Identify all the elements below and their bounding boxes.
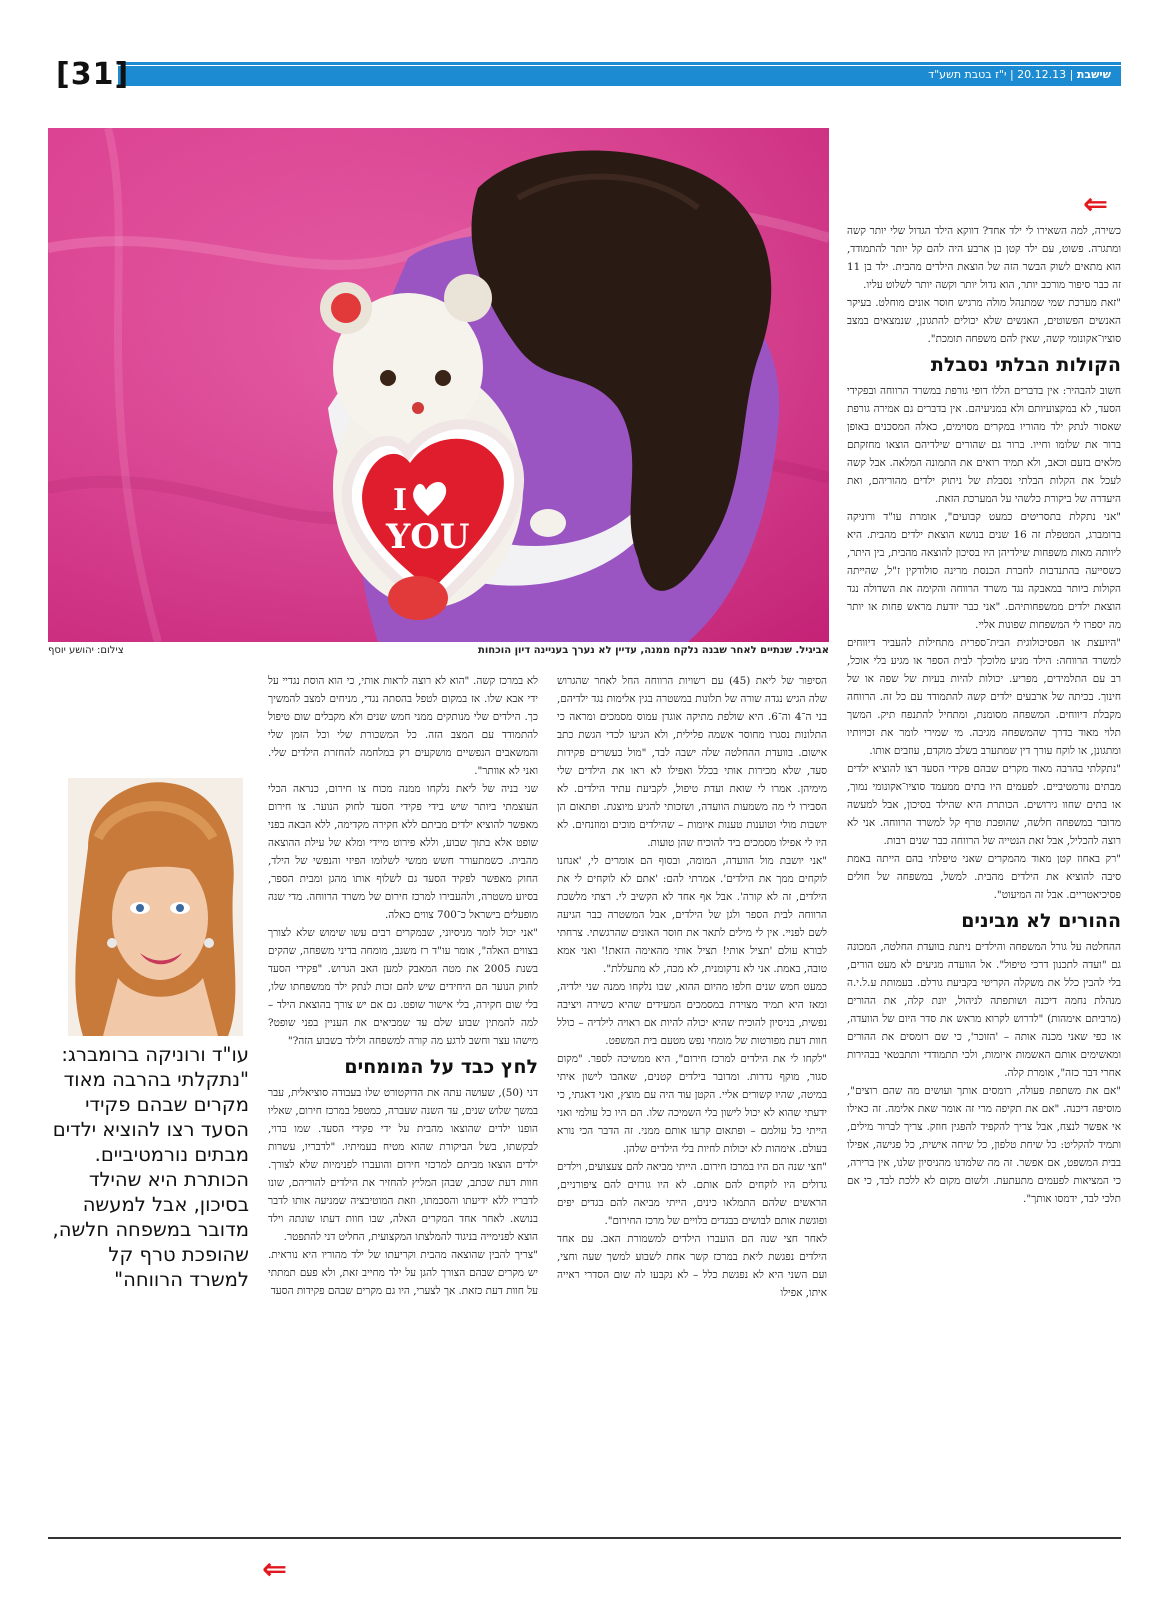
paragraph: "נתקלתי בהרבה מאוד מקרים שבהם פקידי הסעד רצו להוציא ילדים מבתים נורמטיביים. לפעמים היו בתים ממעמד סוציו־אקונומי נמוך, או בתים שחוו גירושים. הכותרת היא שהילד בסיכון, אבל למעשה מדובר במשפחה חלשה, שהופכת טרף קל למשרד הרווחה. אני לא רוצה להכליל, אבל זאת הנטייה של הרווחה כבר שנים רבות.	[847, 763, 1121, 847]
section-name: שישבת	[1076, 68, 1111, 81]
paragraph: חשוב להבהיר: אין בדברים הללו דופי גורפת במשרד הרווחה ובפקידי הסעד, לא במקצועיותם ולא במניעיהם. אין בדברים גם אמירה גורפת שאסור לנתק ילד מהוריו במקרים מסוימים, כאלה המסכנים באופן ברור את שלומו וחייו. ברור גם שהורים שילדיהם הוצאו מחזקתם מלאים בזעם וכאב, ולא תמיד רואים את התמונה המלאה. אבל קשה לעכל את הקלות הבלתי נסבלת של ניתוק ילדים מהוריהם, ואת היעדרה של ביקורת כלשהי על המערכת הזאת.	[847, 385, 1121, 505]
date-hebrew: י"ז בטבת תשע"ד	[928, 68, 1007, 81]
portrait-illustration	[68, 778, 243, 1036]
page-number: [31]	[56, 57, 130, 92]
paragraph: "חצי שנה הם היו במרכז חירום. הייתי מביאה להם צעצועים, וילדים גדולים היו לוקחים להם אותם. לא היו גורזים להם ציפורניים, הראשים שלהם התמלאו כינים, הייתי מביאה להם בגדים יפים ופוגשת אותם לבושים בבגדים בלויים של מרכז החירום".	[557, 1161, 827, 1227]
date-gregorian: 20.12.13	[1017, 68, 1067, 81]
article-column-3	[268, 672, 538, 1547]
paragraph: כמעט חמש שנים חלפו מהיום ההוא, שבו נלקחו ממנה שני ילדיה, ומאז היא תמיד מצוידת במסמכים המעידים שהיא כשירה ויציבה נפשית, בניסיון להוכיח שהיא יכולה להיות אם ראויה לילדיה – כולל חוות דעת מפורטות של מומחי נפש מטעם בית המשפט.	[557, 981, 827, 1047]
header-separator: |	[1006, 68, 1014, 81]
teddy-ear	[331, 293, 361, 323]
header-separator: |	[1066, 68, 1074, 81]
paragraph: "אם את משתפת פעולה, רומסים אותך ועושים מה שהם רוצים", מוסיפה דיכנה. "אם את תקיפה מרי זה אומר שאת אלימה. זה כאילו אי אפשר לנצח, אבל צריך להקפיד להפגין חוזק. צריך לברור מילים, ותמיד להקליט: כל שיחת טלפון, כל שיחה אישית, כל פגישה, אפילו בבית המשפט, אם אפשר. זה מה שלמדנו מהניסיון שלנו, אין ברירה, כי המציאות לפעמים מתעתעת. ולשום מקום לא ללכת לבד, כי אם תלכי לבד, ידמסו אותך".	[847, 1085, 1121, 1205]
header-info	[928, 68, 1111, 81]
paragraph: "לקחו לי את הילדים למרכז חירום", היא ממשיכה לספר. "מקום סגור, מוקף גדרות. ומדובר בילדים קטנים, שאהבו לישון איתי במיטה, שהיו קשורים אליי. הקטן עוד היה עם מוצץ, ואני דאגתי, כי ידעתי שהוא לא יכול לישון בלי השמיכה שלו. הם היו כל עולמי ואני הייתי כל עולמם – ופתאום קרעו אותם ממני. זה הדבר הכי נורא בעולם. אימהות לא יכולות לחיות בלי הילדים שלהן.	[557, 1053, 827, 1155]
header-top-stripe	[118, 62, 1121, 65]
paragraph: כשירה, למה השאירו לי ילד אחד? דווקא הילד הגדול שלי יותר קשה ומתגרה. פשוט, עם ילד קטן בן ארבע היה להם קל יותר להתמודד, הוא מתאים לשוק הבשר הזה של הוצאת הילדים מהבית. ילד בן 11 זה כבר סיפור מורכב יותר, הוא גדול יותר וקשה יותר לשלוט עליו.	[847, 225, 1121, 291]
photo-illustration	[48, 128, 829, 642]
paragraph: "אני נתקלת בתסריטים כמעט קבועים", אומרת עו"ד ורוניקה ברומברג, המטפלת זה 16 שנים בנושא הוצאת ילדים מהבית. היא ליוותה מאות משפחות שילדיהן היו בסיכון להוצאה מהבית, בין היתר, כשסייעה בהתנדבות לחברת הכנסת מרינה סולודקין ז"ל, שהייתה הקולות ביותר במאבקה נגד משרד הרווחה והקימה את השדולה נגד הוצאת ילדים ממשפחותיהם. "אני כבר יודעת מראש פחות או יותר מה יספרו לי המשפחות שפונות אליי.	[847, 511, 1121, 631]
photo-caption: אביגיל. שנתיים לאחר שבנה נלקח ממנה, עדיין לא נערך בעניינה דיון הוכחות	[477, 645, 829, 656]
subheading: הקולות הבלתי נסבלת	[930, 354, 1121, 376]
paragraph: שני בניה של ליאת נלקחו ממנה מכוח צו חירום, כנראה הכלי העוצמתי ביותר שיש בידי פקידי הסעד לחוק הנוער. צו חירום מאפשר להוציא ילדים מביתם ללא חקירה מקדימה, ללא הבאה בפני שופט אלא בתוך שבוע, וללא פירוט מיידי ומלא של עילת ההוצאה מהבית. כשמתעורר חשש ממשי לשלומו הפיזי והנפשי של הילד, החוק מאפשר לפקיד הסעד גם לשלוף אותו מהגן ומבית הספר, בסיוע משטרה, ולהעבירו למרכז חירום של משרד הרווחה. מדי שנה מופעלים בישראל כ־700 צווים כאלה.	[268, 783, 538, 921]
pull-quote: עו"ד ורוניקה ברומברג: "נתקלתי בהרבה מאוד מקרים שבהם פקידי הסעד רצו להוציא ילדים מבתים נורמטיביים. הכותרת היא שהילד בסיכון, אבל למעשה מדובר במשפחה חלשה, שהופכת טרף קל למשרד הרווחה"	[52, 1043, 249, 1291]
article-column-1	[847, 222, 1121, 1547]
teddy-eye	[380, 370, 396, 386]
subheading: ההורים לא מבינים	[961, 910, 1121, 932]
paragraph: לא במרכז קשה. "הוא לא רוצה לראות אותי, כי הוא הוסת נגדיי על ידי אבא שלו. אז במקום לטפל בהסתה נגדי, מניחים למצב להמשיך כך. הילדים שלי מנותקים ממני חמש שנים ולא מקבלים שום טיפול להתמודד עם המצב הזה. כל המשכורת שלי וכל הזמן שלי והמשאבים הנפשיים מושקעים רק במלחמה להחזרת הילדים שלי. ואני לא אוותר".	[268, 675, 538, 777]
paragraph: "אני יושבת מול הוועדה, המומה, ובסוף הם אומרים לי, 'אנחנו לוקחים ממך את הילדים'. אמרתי להם: 'אתם לא לוקחים לי את הילדים, זה לא קורה'. אבל אף אחד לא הקשיב לי. רצתי מלשכת הרווחה לבית הספר ולגן של הילדים, אבל המשטרה כבר הגיעה לשם לפניי. אין לי מילים לתאר את חוסר האונים שהרגשתי. צרחתי לבורא עולם 'תציל אותי! תציל אותי מהאימה הזאת!' ואני אמא טובה, באמת. אני לא נרקומנית, לא מכה, לא מתעללת".	[557, 855, 827, 975]
heart-text-you: YOU	[386, 517, 470, 557]
paragraph: ההחלטה על גורל המשפחה והילדים ניתנת בוועדת החלטה, המכונה גם "ועדה לתכנון דרכי טיפול". אל הוועדה מגיעים לא מעט הורים, בלי להבין כלל את משקלה הקריטי בקביעת גורלם. בעמותת ע.ל.י.ה מנהלת נחמה דיכנה ושותפתה לניהול, יונת קלה, את ההורים (מרביתם אימהות) "לדרוש לקרוא מראש את סדר היום של הוועדה, או כפי שאני מכנה אותה – 'הזוכר', כי שם רומסים את ההורים ומאשימים אותם האשמות איומות, ולכי תתמודדי ותתבטאי בבהירות אחרי דבר כזה", אומרת קלה.	[847, 941, 1121, 1079]
continue-arrow-icon: ⇐	[262, 1552, 288, 1587]
paragraph: "רק באחוז קטן מאוד מהמקרים שאני טיפלתי בהם הייתה באמת סיבה להוציא את הילדים מהבית. למשל, במשפחה של חולים פסיכיאטריים. אבל זה המיעוט".	[847, 853, 1121, 901]
eye	[176, 904, 184, 912]
teddy-nose	[412, 402, 424, 414]
paragraph: "צריך להבין שהוצאה מהבית וקריעתו של ילד מהוריו היא נוראית. יש מקרים שבהם הצורך להגן על ילד מחייב זאת, ולא פעם תמתתי על חוות דעת כזאת. אך לצערי, היו גם מקרים שבהם פקידות הסעד	[268, 1249, 538, 1297]
paragraph: הסיפור של ליאת (45) עם רשויות הרווחה החל לאחר שהגרוש שלה הגיש נגדה שורה של תלונות במשטרה בגין אלימות נגד ילדיהם, בני ה־4 וה־6. היא שולפת מתיקה אוגדן עמוס מסמכים ומראה כי התלונות נסגרו מחוסר אשמה פלילית, ולא הגיעו לכדי הגשת כתב אישום. בוועדת ההחלטה שלה ישבה לבד, "מול כעשרים פקידות סעד, שלא מכירות אותי בכלל ואפילו לא ראו את הילדים שלי מימיהן. אמרו לי שואת ועדת טיפול, לקביעת עתיד הילדים. לא הסבירו לי מה משמעות הוועדה, ושזכותי להגיע מיוצגת. ופתאום הן יושבות מולי וטוענות טענות איומות – שהילדים מוכים ומוזנחים. לא היו לי אפילו מסמכים ביד להוכיח שהן טועות.	[557, 675, 827, 849]
continue-arrow-icon: ⇐	[1083, 187, 1109, 222]
eye	[136, 904, 144, 912]
portrait-photo	[68, 778, 243, 1036]
heart-text-i: I	[393, 483, 408, 518]
photo-credit: צילום: יהושע יוסף	[48, 645, 124, 656]
photo-caption-row	[48, 645, 829, 661]
paragraph: לאחר חצי שנה הם הועברו הילדים למשמורת האב. עם אחד הילדים נפגשת ליאת במרכז קשר אחת לשבוע למשך שעה וחצי, ועם השני היא לא נפגשת כלל – לא נקבעו לה שום הסדרי ראייה איתו, אפילו	[557, 1233, 827, 1299]
article-column-2	[557, 672, 827, 1547]
paragraph: "אני יכול לומר מניסיוני, שבמקרים רבים עשו שימוש שלא לצורך בצווים האלה", אומר עו"ד רז משגב, מומחה בדיני משפחה, שהקים בשנת 2005 את מטה המאבק למען האב הגרוש. "פקידי הסעד לחוק הנוער הם היחידים שיש להם זכות לנתק ילד ממשפחתו שלו, בלי שום חקירה, בלי אישור שופט. גם אם יש צורך בהוצאת הילד – למה להמתין שבוע שלם עד שמביאים את העניין בפני שופט? מישהו עצר וחשב לרגע מה קורה למשפחה ולילד בשבוע הזה?"	[268, 927, 538, 1047]
bottom-rule	[48, 1537, 1121, 1539]
teddy-foot	[388, 576, 448, 620]
subheading: לחץ כבד על המומחים	[344, 1056, 538, 1078]
teddy-eye	[435, 370, 451, 386]
main-photo	[48, 128, 829, 642]
paragraph: דני (50), שעושה עתה את הדוקטורט שלו בעבודה סוציאלית, עבר במשך שלוש שנים, עד השנה שעברה, כמטפל במרכז חירום, שאליו הופנו ילדים שהוצאו מהבית על ידי פקידי הסעד. שמו בדוי, לבקשתו, בשל הביקורת שהוא מטיח בעמיתיו. "לדבריו, עשרות ילדים הוצאו מביתם למרכזי חירום והועברו לפנימיות שלא לצורך. חוות דעת שכתב, שבהן המליץ להחזיר את הילדים להוריהם, שונו לדבריו ללא ידיעתו והסכמתו, וזאת המוטיבציה שמניעה אותו לדבר בנושא. לאחר אחד המקרים האלה, שבו חוות דעתו שונתה וילד הוצא לפנימייה בניגוד להמלצתו המקצועית, החליט דני להתפטר.	[268, 1087, 538, 1243]
paragraph: "היועצת או הפסיכולוגית הבית־ספרית מתחילות להעביר דיווחים למשרד הרווחה: הילד מגיע מלוכלך לבית הספר או מגיע בלי אוכל, רב עם התלמידים, מפריע. יכולות להיות בעיות של שפה או של חינוך. בכיתה של ארבעים ילדים קשה להתמודד עם כל זה. הרווחה מקבלת דיווחים. המשפחה מסומנת, ומתחיל להתנפח תיק. המשך תלוי מאוד בדרך שהמשפחה מגיבה. מי שמירי לומר את זכויותיו ומתגונן, או לוקח עורך דין שמתערב בשלב מוקדם, עוזבים אותו.	[847, 637, 1121, 757]
page-header	[48, 57, 1121, 92]
paragraph: "זאת מערכת שמי שמתנהל מולה מרגיש חוסר אונים מוחלט. בעיקר האנשים הפשוטים, האנשים שלא יכולים להתגונן, שנמצאים במצב סוציו־אקונומי קשה, שאין להם משפחה תומכת".	[847, 297, 1121, 345]
